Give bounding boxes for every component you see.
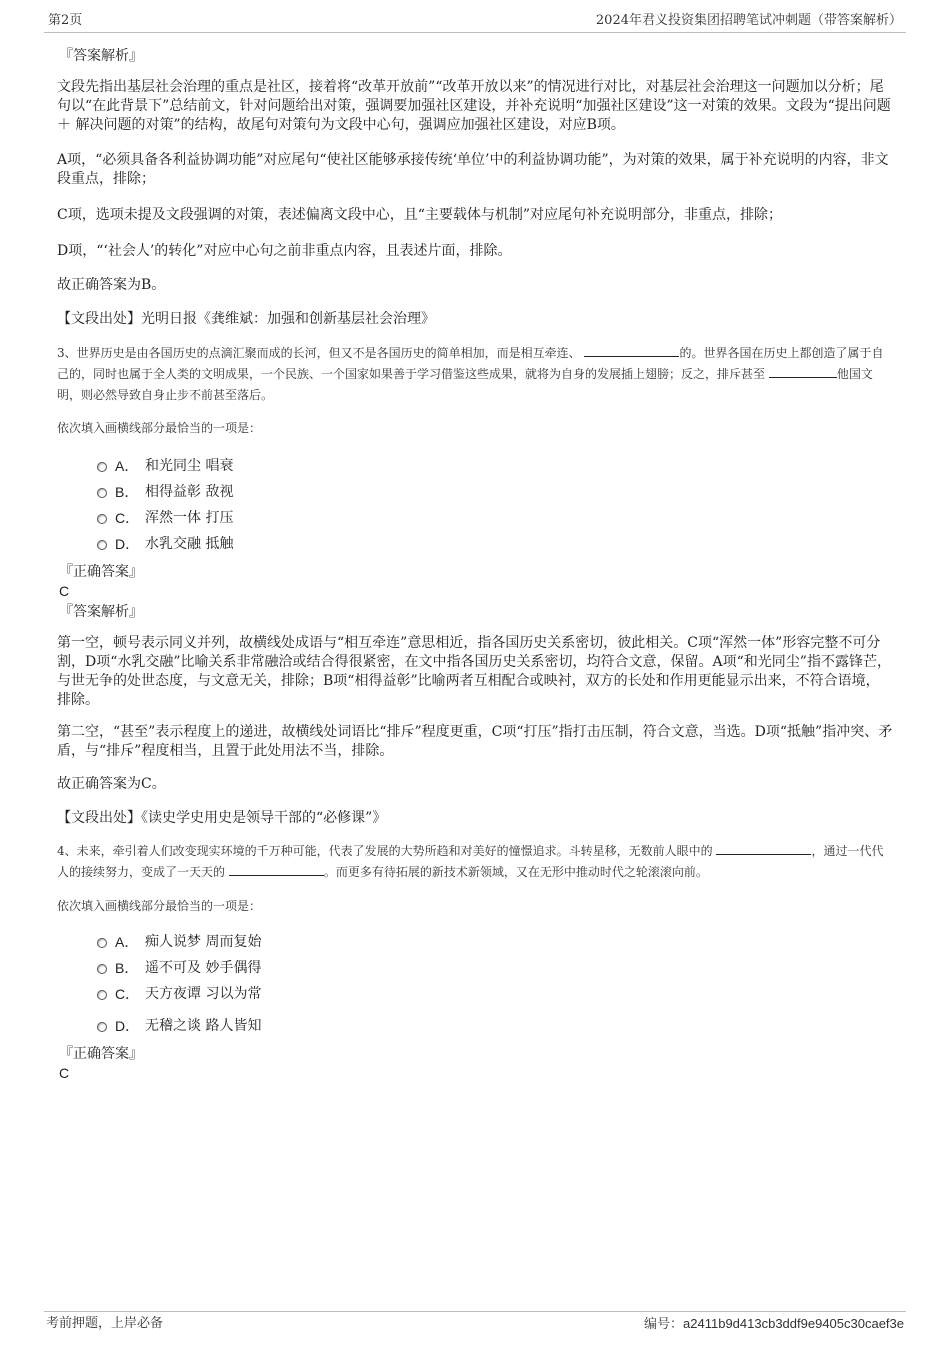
question-3-options	[57, 454, 893, 558]
q3-correct-label: 『正确答案』	[59, 564, 143, 580]
page-number: 第2页	[48, 13, 83, 28]
q4-correct-answer: C	[59, 1065, 70, 1081]
q2-analysis-paragraph: A项，“必须具备各利益协调功能”对应尾句“使社区能够承接传统‘单位’中的利益协调功能”，为对策的效果，属于补充说明的内容，非文段重点，排除；	[57, 152, 889, 187]
radio-button[interactable]	[97, 964, 107, 974]
fill-blank	[716, 842, 811, 855]
option-a[interactable]: A． 痴人说梦 周而复始	[57, 930, 893, 956]
q2-analysis-label: 『答案解析』	[59, 48, 143, 64]
radio-button[interactable]	[97, 938, 107, 948]
question-3-instruction: 依次填入画横线部分最恰当的一项是：	[57, 421, 262, 435]
q3-conclusion: 故正确答案为C。	[57, 776, 166, 792]
q3-correct-answer: C	[59, 583, 70, 599]
question-number: 3、	[57, 346, 77, 360]
radio-button[interactable]	[97, 462, 107, 472]
option-d[interactable]: D． 无稽之谈 路人皆知	[57, 1014, 893, 1040]
radio-button[interactable]	[97, 488, 107, 498]
q2-analysis-paragraph: 文段先指出基层社会治理的重点是社区，接着将“改革开放前”“改革开放以来”的情况进行对比，对基层社会治理这一问题加以分析；尾句以“在此背景下”总结前文，针对问题给出对策，强调要加强社区建设，并补充说明“加强社区建设”这一对策的效果。文段为“提出问题 ＋ 解决问题的对策”的结构，故尾句对策句为文段中心句，强调应加强社区建设，对应B项。	[57, 79, 891, 133]
option-a[interactable]: A． 和光同尘 唱衰	[57, 454, 893, 480]
question-4-stem: 4、未来，牵引着人们改变现实环境的千万种可能，代表了发展的大势所趋和对美好的憧憬追求。斗转星移，无数前人眼中的 ，通过一代代人的接续努力，变成了一天天的 。而更多有待拓展的新技术新领域，又在无形中推动时代之轮滚滚向前。	[57, 844, 884, 879]
option-b[interactable]: B． 相得益彰 敌视	[57, 480, 893, 506]
question-number: 4、	[57, 844, 77, 858]
option-b[interactable]: B． 遥不可及 妙手偶得	[57, 956, 893, 982]
question-4-options	[57, 930, 893, 1040]
page-footer	[44, 1311, 906, 1334]
q3-source: 【文段出处】《读史学史用史是领导干部的“必修课”》	[57, 810, 387, 826]
radio-button[interactable]	[97, 540, 107, 550]
page-header	[44, 12, 906, 33]
fill-blank	[229, 863, 324, 876]
q2-conclusion: 故正确答案为B。	[57, 277, 166, 293]
q3-analysis-paragraph: 第一空，顿号表示同义并列，故横线处成语与“相互牵连”意思相近，指各国历史关系密切，彼此相关。C项“浑然一体”形容完整不可分割，D项“水乳交融”比喻关系非常融洽或结合得很紧密，在文中指各国历史关系密切，均符合文意，保留。A项“和光同尘”指不露锋芒，与世无争的处世态度，与文意无关，排除；B项“相得益彰”比喻两者互相配合或映衬，双方的长处和作用更能显示出来，不符合语境，排除。	[57, 635, 891, 708]
q4-correct-label: 『正确答案』	[59, 1046, 143, 1062]
fill-blank	[584, 344, 679, 357]
fill-blank	[769, 365, 837, 378]
radio-button[interactable]	[97, 1022, 107, 1032]
q2-source: 【文段出处】光明日报《龚维斌：加强和创新基层社会治理》	[57, 311, 435, 327]
document-title: 2024年君义投资集团招聘笔试冲刺题（带答案解析）	[595, 13, 902, 28]
question-3-stem: 3、世界历史是由各国历史的点滴汇聚而成的长河，但又不是各国历史的简单相加，而是相互牵连、 的。世界各国在历史上都创造了属于自己的，同时也属于全人类的文明成果，一个民族、一个国家如果善于学习借鉴这些成果，就将为自身的发展插上翅膀；反之，排斥甚至 他国文明，则必然导致自身止步不前甚至落后。	[57, 346, 884, 402]
q3-analysis-label: 『答案解析』	[59, 604, 143, 620]
q2-analysis-paragraph: D项，“‘社会人’的转化”对应中心句之前非重点内容，且表述片面，排除。	[57, 243, 512, 259]
radio-button[interactable]	[97, 990, 107, 1000]
option-c[interactable]: C． 天方夜谭 习以为常	[57, 982, 893, 1014]
question-4-instruction: 依次填入画横线部分最恰当的一项是：	[57, 899, 262, 913]
main-content	[57, 46, 893, 1082]
option-c[interactable]: C． 浑然一体 打压	[57, 506, 893, 532]
q2-analysis-paragraph: C项，选项未提及文段强调的对策，表述偏离文段中心，且“主要载体与机制”对应尾句补充说明部分，非重点，排除；	[57, 207, 783, 223]
document-code: 编号：a2411b9d413cb3ddf9e9405c30caef3e	[644, 1316, 904, 1332]
footer-slogan: 考前押题，上岸必备	[46, 1316, 164, 1331]
radio-button[interactable]	[97, 514, 107, 524]
q3-analysis-paragraph: 第二空，“甚至”表示程度上的递进，故横线处词语比“排斥”程度更重，C项“打压”指打击压制，符合文意，当选。D项“抵触”指冲突、矛盾，与“排斥”程度相当，且置于此处用法不当，排除。	[57, 724, 893, 759]
option-d[interactable]: D． 水乳交融 抵触	[57, 532, 893, 558]
